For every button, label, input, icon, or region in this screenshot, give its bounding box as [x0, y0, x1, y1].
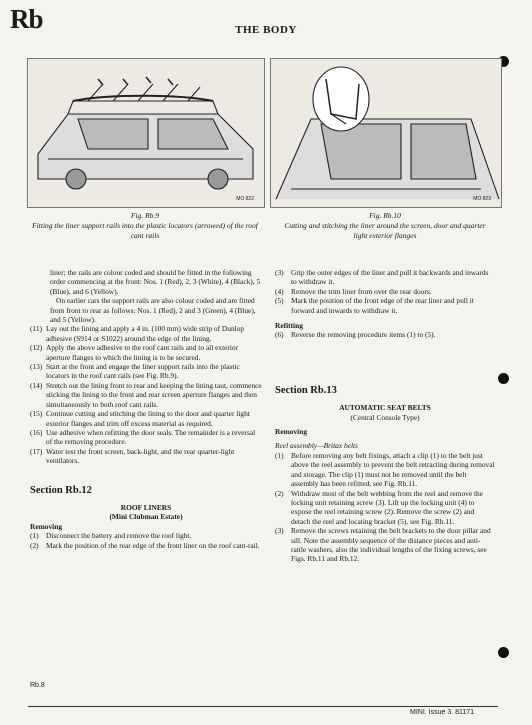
figure-code: MO 823: [473, 196, 491, 202]
item-number: (15): [30, 409, 43, 419]
section-heading: Section Rb.13: [275, 384, 337, 396]
punch-hole-3: [498, 647, 509, 658]
subheading-reel-assembly: Reel assembly—Britax belts: [275, 441, 358, 451]
item-number: (3): [275, 526, 284, 536]
list-item: [30, 447, 262, 466]
list-item: [30, 428, 262, 447]
item-number: (3): [275, 268, 284, 277]
section-code: Rb: [10, 4, 43, 34]
item-number: (14): [30, 380, 43, 390]
figure-number: Fig. Rb.9: [130, 211, 160, 220]
item-text: Remove the trim liner from over the rear doors.: [291, 286, 432, 296]
section-heading: Section Rb.12: [30, 484, 92, 496]
right-column: [275, 268, 495, 564]
item-number: (1): [275, 450, 284, 460]
list-item: [275, 287, 495, 296]
figure-code: MO 822: [236, 196, 254, 202]
paragraph: liner; the rails are colour coded and should be fitted in the following order commencing at the front: Nos. 1 (Red), 2, 3 (White), 4 (Black), 5 (Blue), and 6 (Yellow).: [50, 268, 261, 296]
punch-hole-2: [498, 373, 509, 384]
section-title: ROOF LINERS: [120, 502, 172, 512]
list-item: [275, 451, 495, 489]
item-text: Reverse the removing procedure items (1) to (5).: [291, 330, 436, 340]
car-body-illustration: [271, 59, 501, 207]
footer-rule: [28, 706, 498, 707]
item-number: (13): [30, 362, 43, 372]
list-item: [275, 526, 495, 564]
footer-page-ref: Rb.8: [30, 682, 45, 689]
page-title: THE BODY: [235, 24, 297, 36]
item-text: Withdraw most of the belt webbing from the reel and remove the locking unit retaining screw (3). Lift up the locking unit (4) to expose the reel retaining screw (2). Remove the screw (2) and detach the reel and locating bracket (5), see Fig. Rb.11.: [291, 488, 484, 526]
list-item: [30, 381, 262, 409]
section-title: AUTOMATIC SEAT BELTS: [339, 403, 431, 413]
footer-issue: MINI. Issue 3. 81171: [410, 709, 475, 716]
figure-caption-rb10: [280, 211, 490, 241]
item-number: (17): [30, 446, 43, 456]
item-number: (6): [275, 330, 284, 340]
paragraph: On earlier cars the support rails are also colour coded and are fitted from front to rear as follows: Nos. 1 (Red), 2 and 3 (Green), 4 (Blue), and 5 (Yellow).: [50, 296, 256, 325]
list-item: [30, 409, 262, 428]
subheading-removing: Removing: [30, 521, 63, 531]
item-number: (2): [30, 540, 39, 550]
list-item: [30, 324, 262, 343]
item-text: Apply the above adhesive to the roof cant rails and to all exterior aperture flanges to which the lining is to be secured.: [46, 343, 239, 362]
list-item: [275, 330, 495, 339]
instruction-list: [275, 268, 495, 315]
item-text: Mark the position of the front edge of the rear liner and pull it forward and inwards to withdraw it.: [291, 296, 474, 315]
instruction-list: [30, 324, 262, 465]
item-number: (1): [30, 531, 39, 541]
item-number: (11): [30, 324, 43, 334]
section-subtitle: (Central Console Type): [350, 412, 420, 422]
subheading-removing: Removing: [275, 427, 308, 437]
instruction-list: [275, 451, 495, 564]
list-item: [30, 531, 262, 540]
item-text: Grip the outer edges of the liner and pull it backwards and inwards to withdraw it.: [291, 268, 489, 287]
figure-caption-text: Fitting the liner support rails into the plastic locators (arrowed) of the roof cant rails: [32, 221, 258, 240]
car-roof-illustration: [28, 59, 264, 207]
item-text: Mark the position of the rear edge of the front liner on the roof cant-rail.: [46, 540, 260, 550]
section-subtitle: (Mini Clubman Estate): [109, 512, 183, 522]
figure-rb9: [27, 58, 265, 208]
item-number: (2): [275, 488, 284, 498]
list-item: [275, 296, 495, 315]
item-text: Before removing any belt fixings, attach a clip (1) to the belt just above the reel assembly to prevent the belt retracting during removal and storage. The clip (1) must not be removed until the belt assembly has been refitted, see Fig. Rb.11.: [291, 450, 495, 489]
item-number: (16): [30, 427, 43, 437]
item-text: Disconnect the battery and remove the roof light.: [46, 531, 192, 541]
item-text: Lay out the lining and apply a 4 in. (100 mm) wide strip of Dunlop adhesive (S914 or S1022) around the edge of the lining.: [46, 324, 245, 343]
item-text: Continue cutting and stitching the lining to the door and quarter light exterior flanges and trim off excess material as required.: [46, 409, 250, 428]
list-item: [275, 268, 495, 287]
list-item: [30, 343, 262, 362]
instruction-list: [30, 531, 262, 550]
list-item: [30, 541, 262, 550]
figure-caption-rb9: [27, 211, 263, 241]
subheading-refitting: Refitting: [275, 321, 303, 331]
list-item: [275, 489, 495, 527]
item-number: (5): [275, 296, 284, 306]
item-number: (4): [275, 286, 284, 296]
item-text: Use adhesive when refitting the door seals. The remainder is a reversal of the removing procedure.: [46, 427, 256, 447]
item-text: Water test the front screen, back-light, and the rear quarter-light ventilators.: [46, 446, 235, 466]
figure-rb10: [270, 58, 502, 208]
figure-number: Fig. Rb.10: [369, 211, 401, 220]
left-column: [30, 268, 262, 550]
item-number: (12): [30, 343, 43, 353]
list-item: [30, 362, 262, 381]
item-text: Remove the screws retaining the belt brackets to the door pillar and sill. Note the assembly sequence of the distance pieces and anti-rattle washers, also the individual lengths of the fixing screws, see Figs. Rb.11 and Rb.12.: [291, 526, 491, 564]
item-text: Stretch out the lining front to rear and keeping the lining taut, commence sticking the lining to the front and rear screen aperture flanges and then simultaneously to both roof cant rails.: [46, 380, 262, 409]
figure-caption-text: Cutting and stitching the liner around the screen, door and quarter light exterior flanges: [284, 221, 486, 240]
item-text: Start at the front and engage the liner support rails into the plastic locators in the roof cant rails (see Fig. Rb.9).: [46, 362, 240, 381]
